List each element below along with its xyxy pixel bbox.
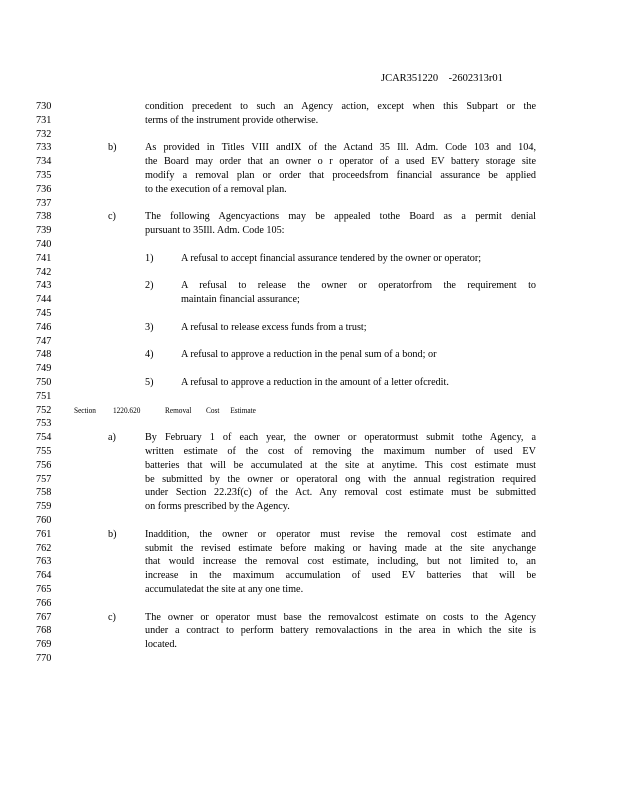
- line-text: A refusal to approve a reduction in the penal sum of a bond; or: [181, 349, 437, 361]
- document-line: [0, 431, 618, 445]
- paragraph-label: b): [108, 142, 117, 154]
- document-line: [0, 376, 618, 390]
- line-number: 735: [36, 170, 52, 181]
- document-line: [0, 321, 618, 335]
- line-number: 764: [36, 570, 52, 582]
- line-number: 753: [36, 418, 52, 430]
- paragraph-label: c): [108, 611, 116, 623]
- line-text: pursuant to 35Ill. Adm. Code 105:: [145, 225, 285, 237]
- line-number: 762: [36, 542, 52, 554]
- line-number: 738: [36, 211, 52, 223]
- line-number: 756: [36, 459, 52, 471]
- document-line: [0, 210, 618, 224]
- line-number: 750: [36, 377, 52, 388]
- document-line: [0, 555, 618, 569]
- line-number: 743: [36, 280, 52, 292]
- line-number: 763: [36, 556, 52, 568]
- document-line: [0, 417, 618, 431]
- document-line: [0, 348, 618, 362]
- document-line: [0, 459, 618, 473]
- line-number: 741: [36, 252, 52, 264]
- line-number: 737: [36, 197, 52, 209]
- line-number: 757: [36, 473, 52, 485]
- document-line: [0, 266, 618, 280]
- line-text: A refusal to accept financial assurance tendered by the owner or operator;: [181, 252, 482, 264]
- line-number: 739: [36, 225, 52, 237]
- document-line: [0, 445, 618, 459]
- line-number: 749: [36, 363, 52, 375]
- line-text: As provided in Titles VIII andIX of the Actand 35 Ill. Adm. Code 103 and 104,: [145, 142, 536, 154]
- line-number: 758: [36, 487, 52, 499]
- document-line: [0, 128, 618, 142]
- document-line: [0, 597, 618, 611]
- line-number: 740: [36, 239, 52, 250]
- line-text: under a contract to perform battery removalactions in the area in which the site is: [145, 625, 536, 637]
- document-line: [0, 624, 618, 638]
- document-line: [0, 141, 618, 155]
- line-number: 761: [36, 528, 52, 540]
- line-number: 752: [36, 404, 52, 416]
- line-number: 754: [36, 432, 52, 444]
- line-number: 768: [36, 625, 52, 637]
- subparagraph-label: 4): [145, 349, 154, 361]
- document-line: [0, 473, 618, 487]
- line-text: A refusal to release excess funds from a trust;: [181, 321, 367, 333]
- document-line: [0, 197, 618, 211]
- line-text: increase in the maximum accumulation of used EV batteries that will be: [145, 570, 536, 582]
- line-number: 742: [36, 266, 52, 278]
- document-line: [0, 155, 618, 169]
- document-line: [0, 500, 618, 514]
- line-text: A refusal to release the owner or operatorfrom the requirement to: [181, 280, 536, 292]
- subparagraph-label: 2): [145, 280, 154, 292]
- line-text: A refusal to approve a reduction in the amount of a letter ofcredit.: [181, 377, 449, 388]
- line-number: 732: [36, 128, 52, 140]
- paragraph-label: b): [108, 528, 117, 540]
- line-number: 767: [36, 611, 52, 623]
- document-line: [0, 362, 618, 376]
- document-line: [0, 569, 618, 583]
- document-line: [0, 583, 618, 597]
- document-line: [0, 652, 618, 666]
- line-number: 733: [36, 142, 52, 154]
- line-number: 760: [36, 515, 52, 526]
- document-line: [0, 390, 618, 404]
- document-header: JCAR351220 -2602313r01: [381, 73, 503, 84]
- paragraph-label: a): [108, 432, 116, 444]
- line-text: maintain financial assurance;: [181, 294, 300, 306]
- section-title: Removal Cost Estimate: [165, 404, 256, 415]
- line-text: Inaddition, the owner or operator must revise the removal cost estimate and: [145, 528, 536, 540]
- document-line: [0, 183, 618, 197]
- line-text: written estimate of the cost of removing the maximum number of used EV: [145, 446, 536, 457]
- line-text: terms of the instrument provide otherwise.: [145, 114, 319, 126]
- line-number: 730: [36, 101, 52, 112]
- document-line: [0, 224, 618, 238]
- document-line: [0, 307, 618, 321]
- line-text: to the execution of a removal plan.: [145, 183, 287, 195]
- line-number: 747: [36, 335, 52, 347]
- line-number: 765: [36, 584, 52, 595]
- document-line: [0, 335, 618, 349]
- line-text: The following Agencyactions may be appealed tothe Board as a permit denial: [145, 211, 536, 223]
- document-line: [0, 100, 618, 114]
- subparagraph-label: 1): [145, 252, 154, 264]
- line-text: located.: [145, 639, 177, 651]
- document-line: [0, 611, 618, 625]
- line-number: 769: [36, 639, 52, 651]
- paragraph-label: c): [108, 211, 116, 223]
- line-number: 748: [36, 349, 52, 361]
- line-text: submit the revised estimate before making or having made at the site anychange: [145, 542, 536, 554]
- line-number: 751: [36, 390, 52, 402]
- document-line: [0, 279, 618, 293]
- document-line: [0, 114, 618, 128]
- line-text: accumulatedat the site at any one time.: [145, 584, 304, 595]
- line-number: 759: [36, 501, 52, 513]
- line-text: batteries that will be accumulated at the site at anytime. This cost estimate must: [145, 459, 536, 471]
- document-line: [0, 238, 618, 252]
- line-text: that would increase the removal cost estimate, including, but not limited to, an: [145, 556, 536, 568]
- line-number: 745: [36, 308, 52, 319]
- document-line: [0, 404, 618, 418]
- line-number: 731: [36, 114, 52, 126]
- document-line: [0, 514, 618, 528]
- line-number: 766: [36, 597, 52, 609]
- line-text: condition precedent to such an Agency action, except when this Subpart or the: [145, 101, 536, 112]
- line-text: on forms prescribed by the Agency.: [145, 501, 290, 513]
- line-number: 770: [36, 653, 52, 664]
- line-text: the Board may order that an owner o r operator of a used EV battery storage site: [145, 156, 536, 168]
- line-number: 734: [36, 156, 52, 168]
- line-number: 755: [36, 446, 52, 457]
- document-line: [0, 486, 618, 500]
- line-text: under Section 22.23f(c) of the Act. Any removal cost estimate must be submitted: [145, 487, 536, 499]
- document-line: [0, 542, 618, 556]
- subparagraph-label: 3): [145, 321, 154, 333]
- line-number: 736: [36, 183, 52, 195]
- line-text: be submitted by the owner or operatoral ong with the annual registration required: [145, 473, 536, 485]
- line-number: 746: [36, 321, 52, 333]
- subparagraph-label: 5): [145, 377, 154, 388]
- document-line: [0, 252, 618, 266]
- document-line: [0, 169, 618, 183]
- line-text: By February 1 of each year, the owner or operatormust submit tothe Agency, a: [145, 432, 536, 444]
- line-number: 744: [36, 294, 52, 306]
- document-line: [0, 293, 618, 307]
- section-word: Section: [74, 404, 96, 415]
- document-line: [0, 528, 618, 542]
- line-text: The owner or operator must base the removalcost estimate on costs to the Agency: [145, 611, 536, 623]
- section-number: 1220.620: [113, 404, 141, 415]
- document-line: [0, 638, 618, 652]
- line-text: modify a removal plan or order that proceedsfrom financial assurance be applied: [145, 170, 536, 181]
